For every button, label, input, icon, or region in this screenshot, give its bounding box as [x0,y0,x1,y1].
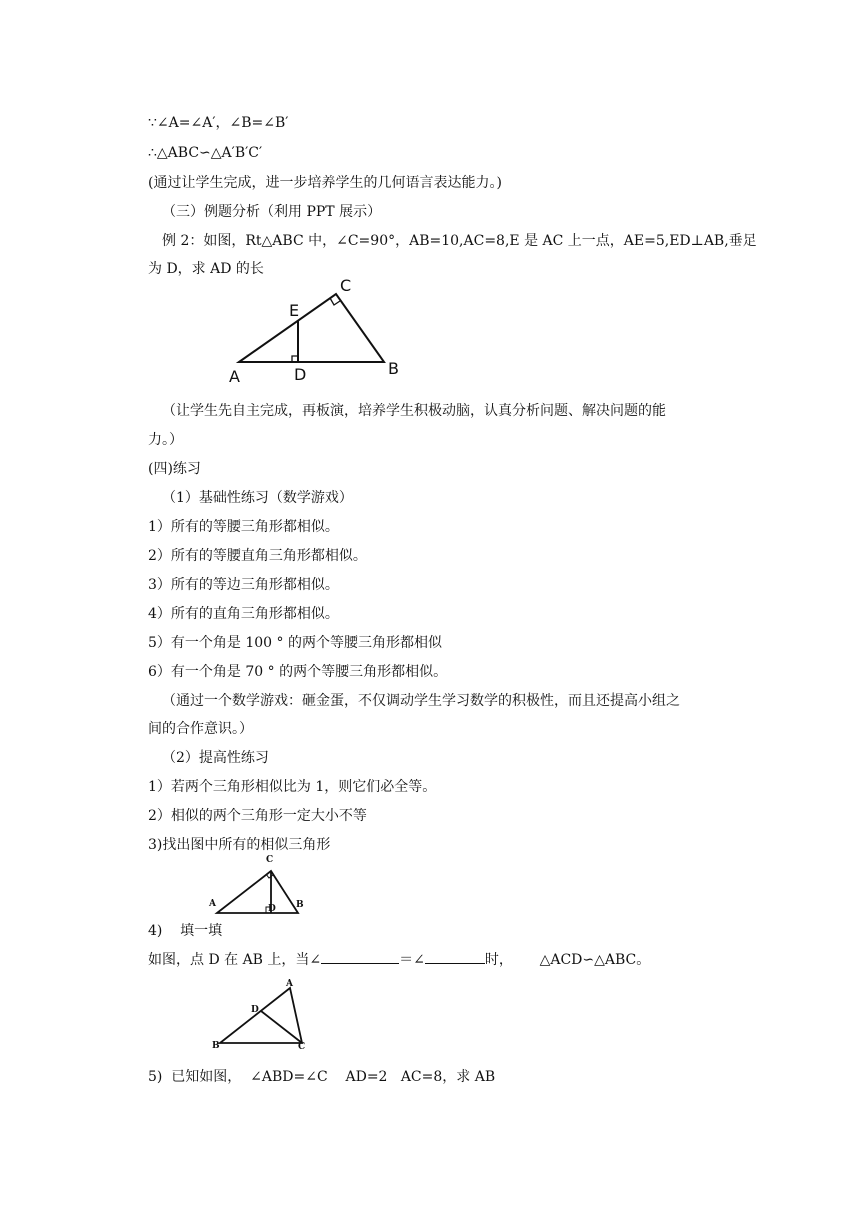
point-label-d: D [294,365,307,384]
answer-blank-1[interactable] [321,951,399,964]
fill-blank-text-3: 时， △ACD∽△ABC。 [484,952,651,968]
point-label-b: B [212,1041,220,1051]
section-heading-3: （三）例题分析（利用 PPT 展示） [162,204,382,220]
point-label-b: B [388,359,399,378]
example-2-line-1: 例 2：如图，Rt△ABC 中，∠C=90°，AB=10,AC=8,E 是 AC 上一点，AE=5,ED⊥AB,垂足 [162,233,757,249]
note-line-2a: （让学生先自主完成，再板演，培养学生积极动脑，认真分析问题、解决问题的能 [162,403,666,419]
answer-blank-2[interactable] [425,951,485,964]
note-line-3b: 间的合作意识。） [148,721,253,737]
basic-item-5: 5）有一个角是 100 ° 的两个等腰三角形都相似 [148,635,442,651]
advanced-item-3: 3)找出图中所有的相似三角形 [148,837,331,853]
fill-blank-line [148,951,650,969]
fill-blank-figure [208,974,312,1050]
point-label-b: B [296,900,304,910]
basic-item-6: 6）有一个角是 70 ° 的两个等腰三角形都相似。 [148,664,448,680]
example-2-figure [226,274,406,386]
reason-line: ∵∠A=∠A′，∠B=∠B′ [148,115,289,131]
advanced-item-2: 2）相似的两个三角形一定大小不等 [148,808,367,824]
point-label-e: E [289,301,300,320]
point-label-a: A [229,367,240,386]
point-label-c: C [340,276,352,295]
note-line-3a: （通过一个数学游戏：砸金蛋，不仅调动学生学习数学的积极性，而且还提高小组之 [162,693,680,709]
note-line-2b: 力。） [148,432,183,448]
basic-item-1: 1）所有的等腰三角形都相似。 [148,519,339,535]
basic-item-2: 2）所有的等腰直角三角形都相似。 [148,548,367,564]
point-label-d: D [251,1005,259,1015]
similar-triangles-figure [206,852,310,918]
section-heading-4: (四)练习 [148,461,201,477]
note-line: (通过让学生完成，进一步培养学生的几何语言表达能力。) [148,175,502,191]
fill-blank-text-1: 如图，点 D 在 AB 上，当∠ [148,952,322,968]
point-label-c: C [298,1042,306,1052]
example-2-line-2: 为 D，求 AD 的长 [148,261,264,277]
subsection-basic: （1）基础性练习（数学游戏） [162,490,353,506]
conclusion-line: ∴△ABC∽△A′B′C′ [148,145,263,161]
point-label-d: D [268,904,276,914]
basic-item-4: 4）所有的直角三角形都相似。 [148,606,339,622]
subsection-advanced: （2）提高性练习 [162,750,269,766]
point-label-a: A [286,979,293,989]
advanced-item-5: 5) 已知如图， ∠ABD=∠C AD=2 AC=8，求 AB [148,1069,496,1085]
fill-blank-text-2: ＝∠ [399,952,425,968]
advanced-item-4: 4) 填一填 [148,923,223,939]
point-label-a: A [209,899,216,909]
basic-item-3: 3）所有的等边三角形都相似。 [148,577,339,593]
advanced-item-1: 1）若两个三角形相似比为 1，则它们必全等。 [148,779,437,795]
point-label-c: C [266,855,274,865]
